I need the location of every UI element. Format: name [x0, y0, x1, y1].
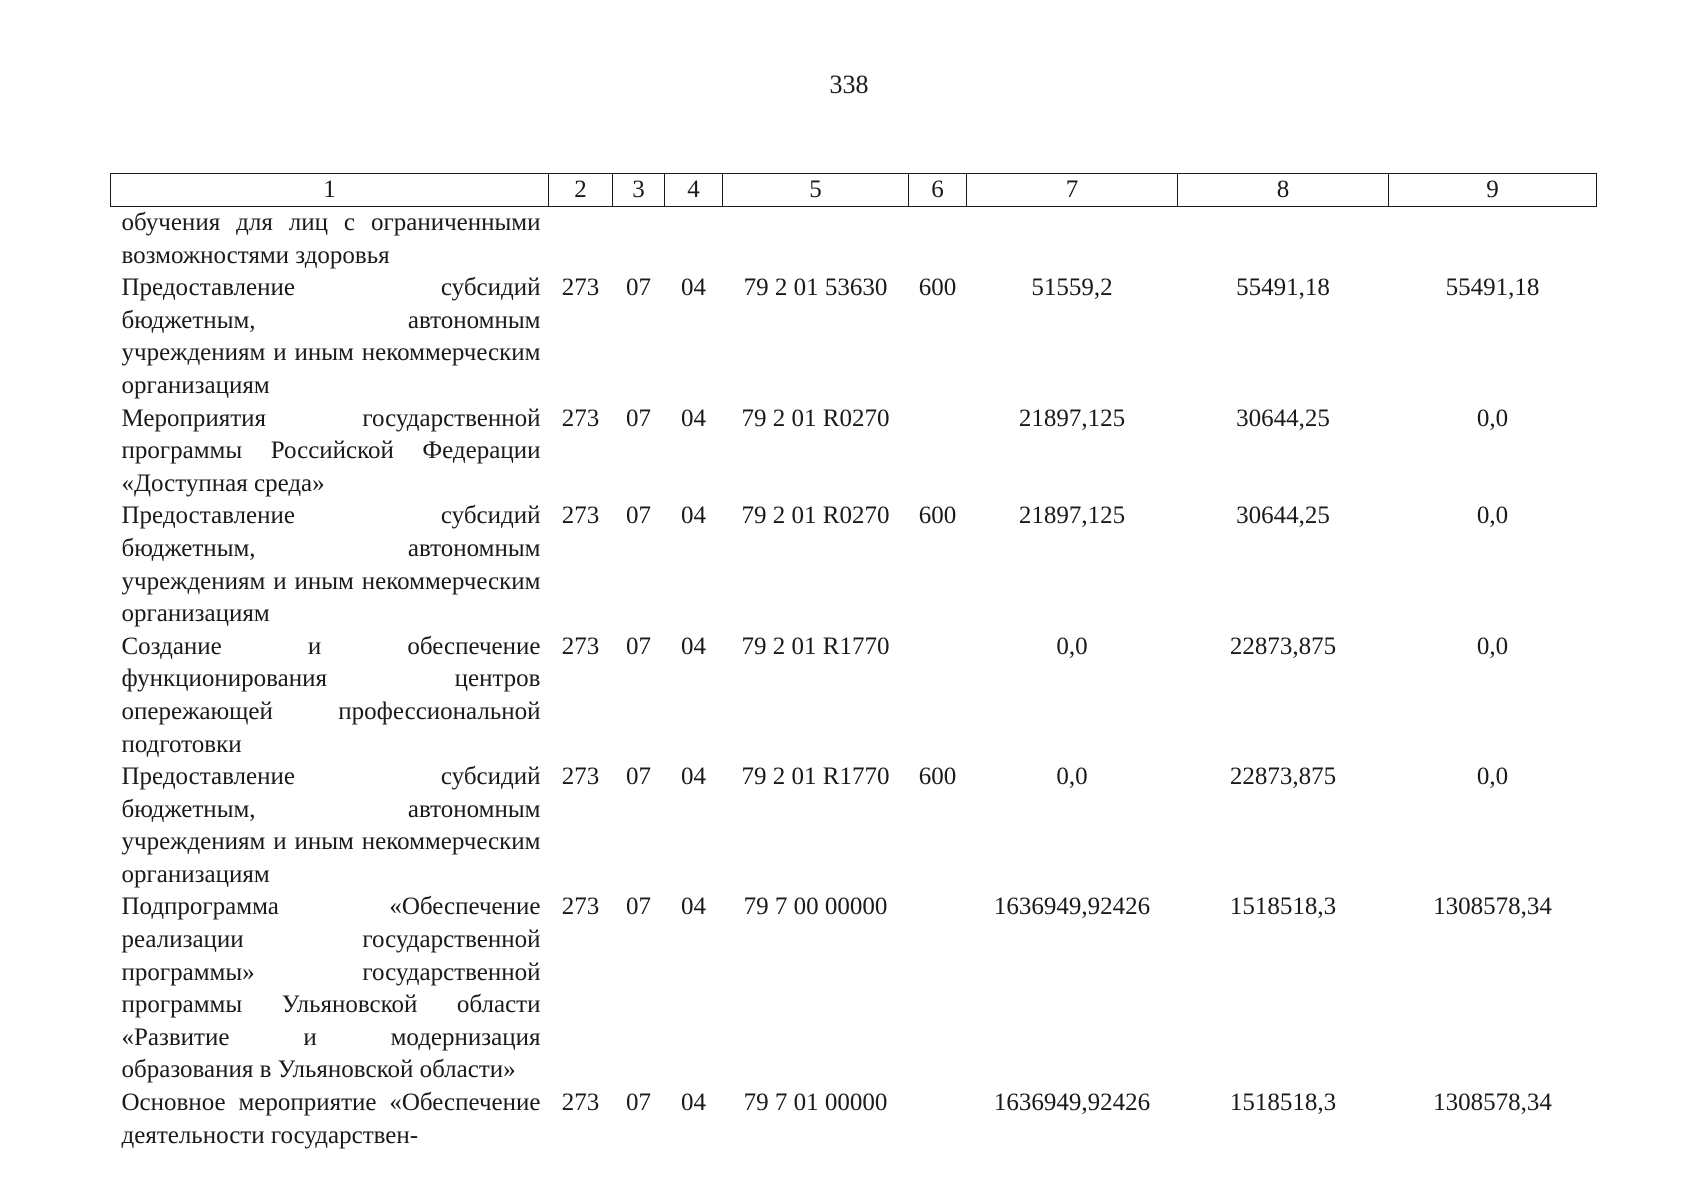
header-col-3: 3 — [613, 174, 665, 207]
row-col-5: 79 7 01 00000 — [743, 1089, 888, 1117]
row-col-9: 0,0 — [1476, 502, 1509, 530]
row-col-4: 04 — [681, 1089, 706, 1117]
row-col-8: 1518518,3 — [1229, 1089, 1337, 1117]
row-col-8: 55491,18 — [1236, 274, 1330, 302]
row-col-5: 79 2 01 R0270 — [741, 502, 890, 530]
table-header-row — [111, 174, 1597, 207]
page-number: 338 — [829, 70, 869, 99]
row-col-2: 273 — [561, 893, 600, 921]
row-col-7: 1636949,92426 — [993, 1089, 1151, 1117]
table-body — [111, 207, 1597, 1153]
row-col-9: 1308578,34 — [1433, 893, 1552, 921]
row-col-4 — [665, 207, 723, 273]
row-col-9: 1308578,34 — [1433, 1089, 1552, 1117]
table-row — [111, 891, 1597, 1087]
row-col-2: 273 — [561, 502, 600, 530]
header-col-5: 5 — [723, 174, 909, 207]
row-col-5: 79 2 01 R0270 — [741, 404, 890, 432]
table-row — [111, 1087, 1597, 1152]
row-col-5 — [723, 207, 909, 273]
row-col-6: 600 — [918, 274, 957, 302]
row-col-6 — [909, 891, 967, 1087]
row-col-9: 0,0 — [1476, 632, 1509, 660]
row-col-7: 1636949,92426 — [993, 893, 1151, 921]
row-col-8: 30644,25 — [1236, 502, 1330, 530]
row-col-7: 0,0 — [1056, 763, 1088, 791]
row-name: Подпрограмма «Обеспечение реализации государственной программы» государственной программы Ульяновской области «Развитие и модернизация образования в Ульяновской области» — [121, 893, 541, 1084]
table-row — [111, 272, 1597, 402]
row-col-7: 51559,2 — [1031, 274, 1113, 302]
header-col-7: 7 — [967, 174, 1178, 207]
header-col-2: 2 — [549, 174, 613, 207]
row-col-7: 21897,125 — [1018, 502, 1126, 530]
table-row — [111, 631, 1597, 761]
row-col-3: 07 — [626, 274, 651, 302]
row-col-5: 79 7 00 00000 — [743, 893, 888, 921]
header-col-4: 4 — [665, 174, 723, 207]
table-row — [111, 761, 1597, 891]
row-col-3: 07 — [626, 893, 651, 921]
row-col-5: 79 2 01 R1770 — [741, 763, 890, 791]
row-col-7: 21897,125 — [1018, 404, 1126, 432]
row-col-4: 04 — [681, 404, 706, 432]
row-col-6 — [909, 1087, 967, 1152]
budget-table — [110, 173, 1597, 1152]
row-col-3: 07 — [626, 404, 651, 432]
row-col-3: 07 — [626, 1089, 651, 1117]
row-col-3: 07 — [626, 763, 651, 791]
row-col-4: 04 — [681, 763, 706, 791]
row-col-6 — [909, 631, 967, 761]
row-col-9: 0,0 — [1476, 763, 1509, 791]
row-name: Создание и обеспечение функционирования центров опережающей профессиональной подготовки — [121, 632, 541, 758]
row-name: Основное мероприятие «Обеспечение деятельности государствен- — [121, 1089, 541, 1149]
table-row — [111, 403, 1597, 501]
row-col-9 — [1389, 207, 1597, 273]
header-col-9: 9 — [1389, 174, 1597, 207]
table-row — [111, 207, 1597, 273]
row-col-7: 0,0 — [1056, 632, 1088, 660]
row-col-6 — [909, 403, 967, 501]
row-col-6: 600 — [918, 763, 957, 791]
row-name: Мероприятия государственной программы Российской Федерации «Доступная среда» — [121, 404, 541, 497]
row-col-4: 04 — [681, 274, 706, 302]
row-col-2 — [549, 207, 613, 273]
row-col-2: 273 — [561, 1089, 600, 1117]
header-col-8: 8 — [1178, 174, 1389, 207]
row-col-9: 55491,18 — [1445, 274, 1540, 302]
table-row — [111, 500, 1597, 630]
row-col-8: 1518518,3 — [1229, 893, 1337, 921]
row-col-6 — [909, 207, 967, 273]
row-name: обучения для лиц с ограниченными возможностями здоровья — [121, 209, 541, 269]
row-col-6: 600 — [918, 502, 957, 530]
row-col-2: 273 — [561, 404, 600, 432]
row-col-3: 07 — [626, 632, 651, 660]
row-col-5: 79 2 01 R1770 — [741, 632, 890, 660]
row-col-2: 273 — [561, 763, 600, 791]
row-col-5: 79 2 01 53630 — [743, 274, 888, 302]
row-col-8: 22873,875 — [1229, 632, 1337, 660]
row-col-4: 04 — [681, 502, 706, 530]
row-col-2: 273 — [561, 632, 600, 660]
row-col-3: 07 — [626, 502, 651, 530]
row-col-8: 22873,875 — [1229, 763, 1337, 791]
row-col-3 — [613, 207, 665, 273]
row-col-8 — [1178, 207, 1389, 273]
row-col-7 — [967, 207, 1178, 273]
row-col-2: 273 — [561, 274, 600, 302]
row-col-4: 04 — [681, 632, 706, 660]
table-header — [111, 174, 1597, 207]
row-name: Предоставление субсидий бюджетным, автономным учреждениям и иным некоммерческим организациям — [121, 763, 541, 888]
row-col-4: 04 — [681, 893, 706, 921]
row-name: Предоставление субсидий бюджетным, автономным учреждениям и иным некоммерческим организациям — [121, 502, 541, 628]
row-name: Предоставление субсидий бюджетным, автономным учреждениям и иным некоммерческим организациям — [121, 274, 541, 399]
row-col-8: 30644,25 — [1236, 404, 1330, 432]
header-col-6: 6 — [909, 174, 967, 207]
header-col-1: 1 — [111, 174, 549, 207]
row-col-9: 0,0 — [1476, 404, 1509, 432]
